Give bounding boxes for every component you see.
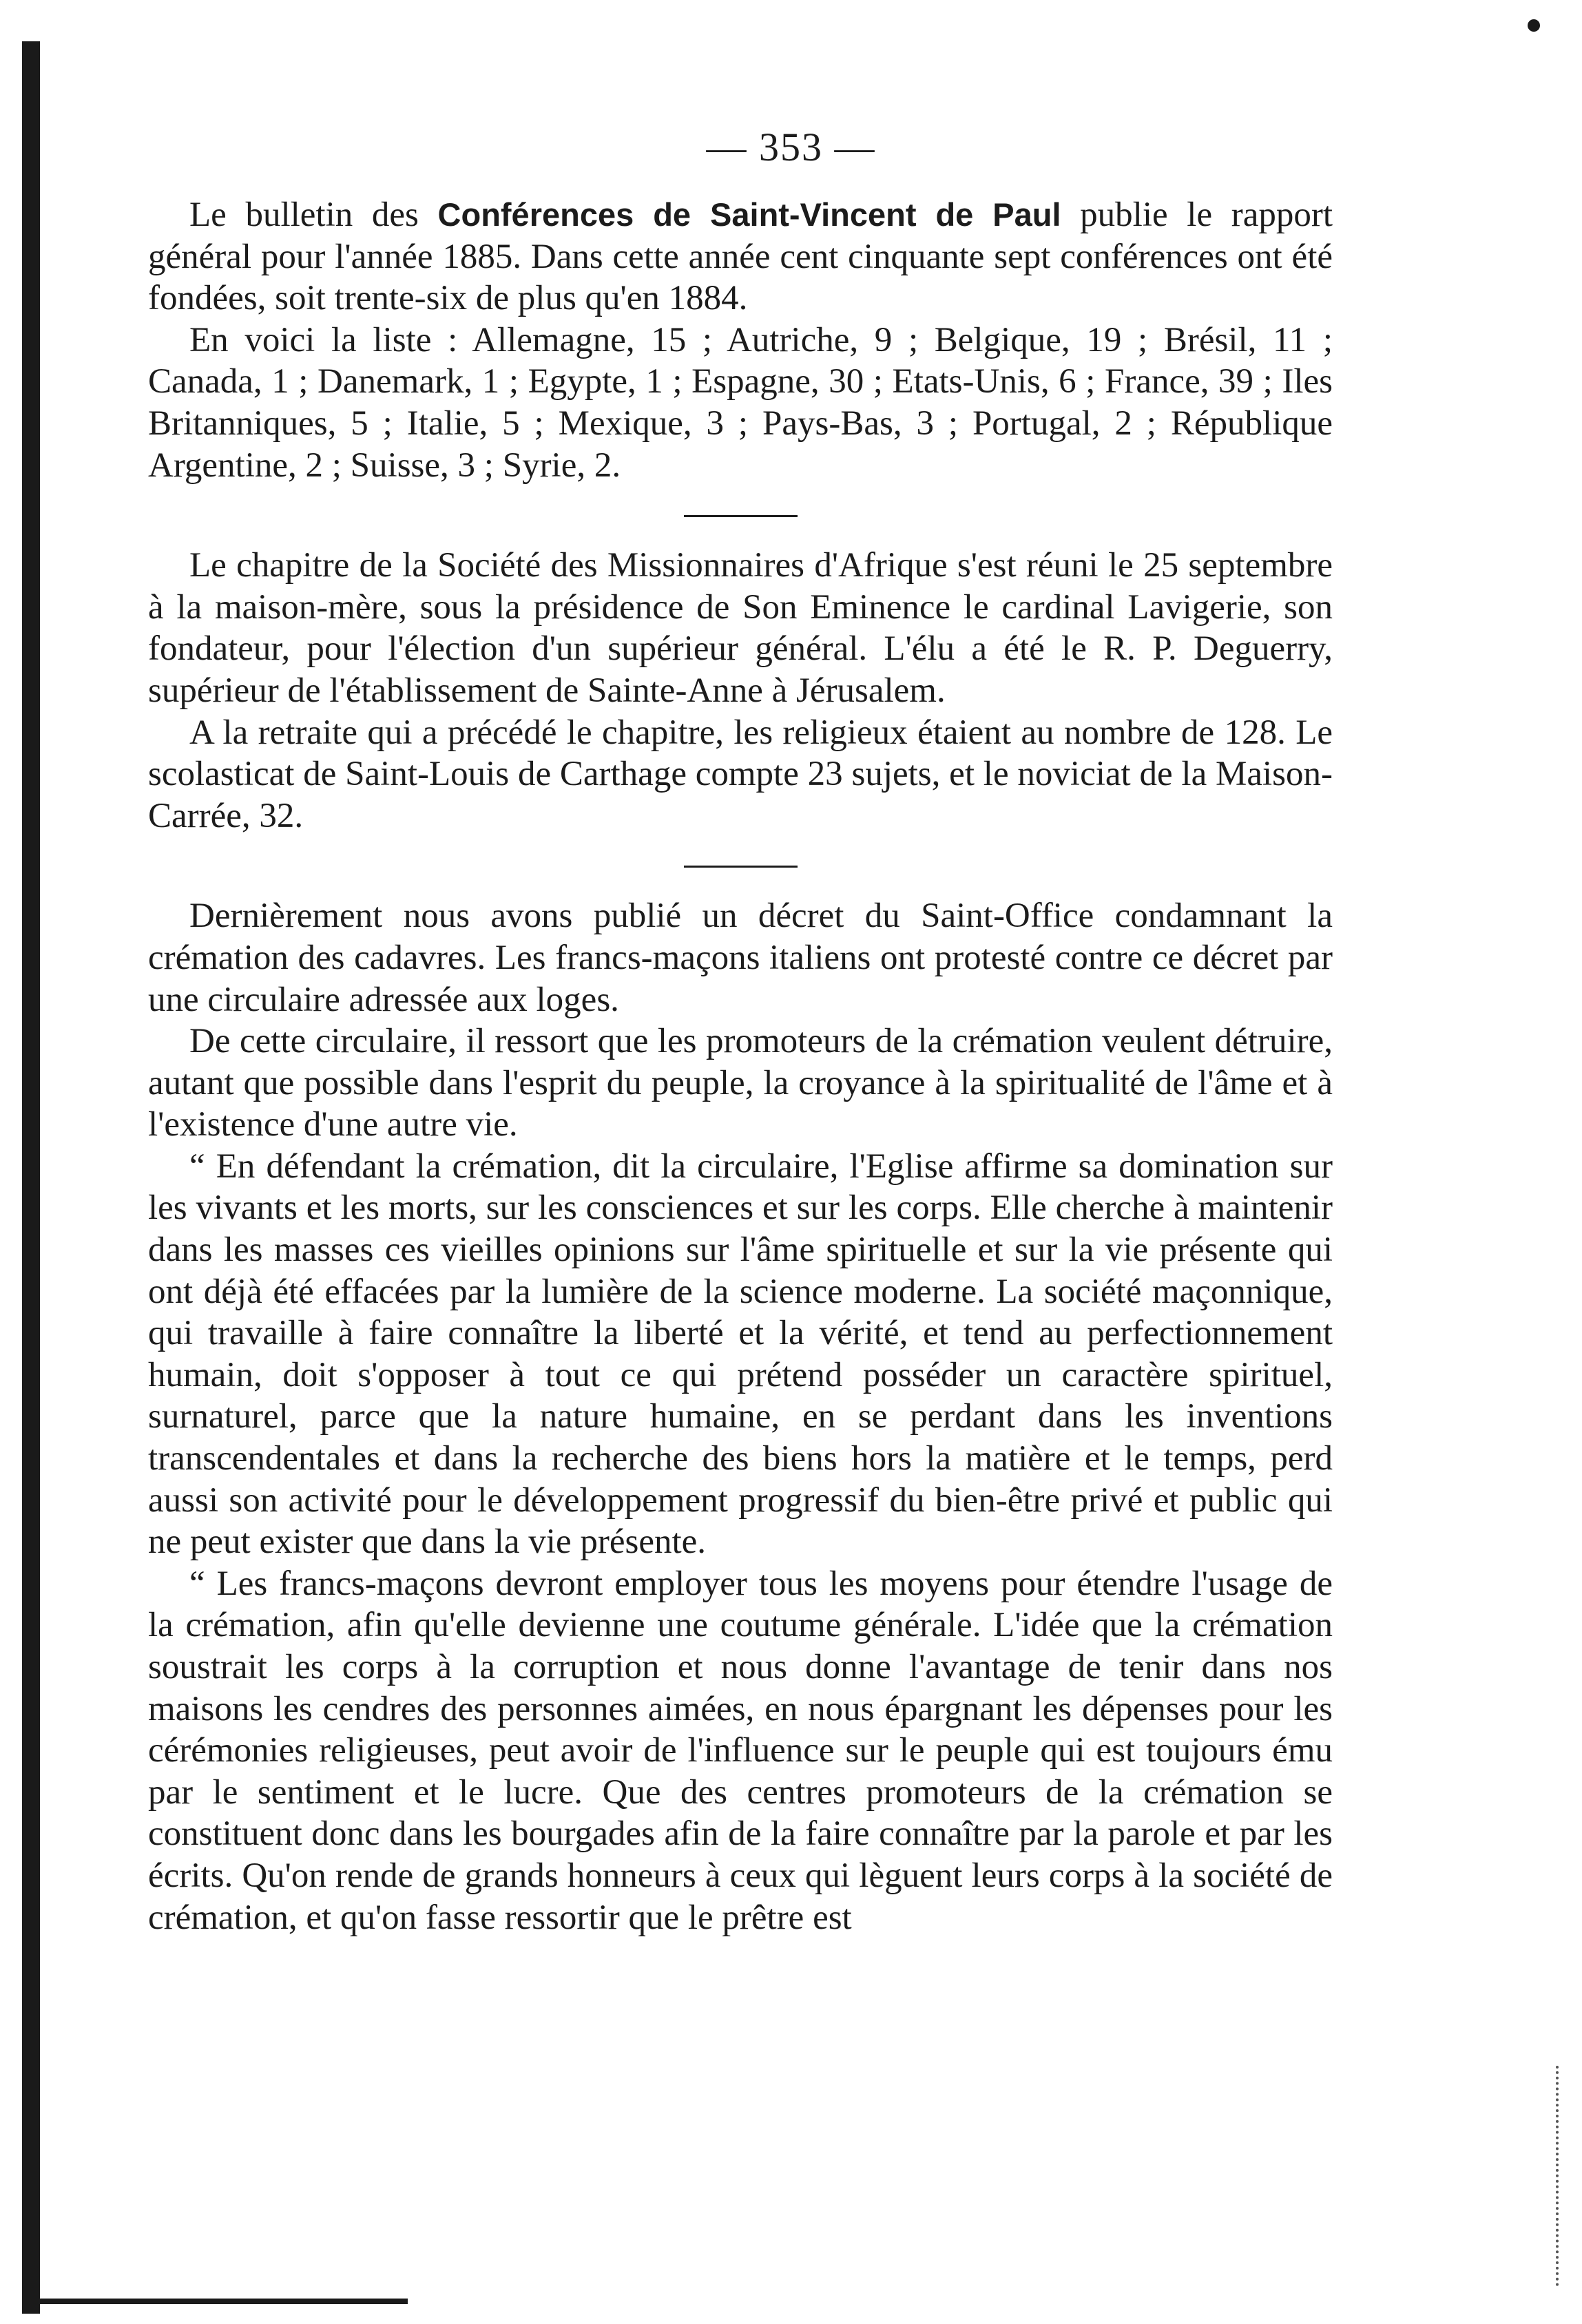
- section-separator: [684, 515, 798, 517]
- scan-bottom-shadow: [22, 2299, 408, 2304]
- society-name: Conférences de Saint-Vincent de Paul: [437, 196, 1061, 233]
- news-item-missionnaires: [148, 545, 1333, 837]
- paragraph: A la retraite qui a précédé le chapitre, les religieux étaient au nombre de 128. Le scolasticat de Saint-Louis de Carthage compte 23 sujets, et le noviciat de la Maison-Carrée, 32.: [148, 713, 1333, 835]
- article-column: [148, 194, 1333, 1938]
- scan-speck: [1528, 19, 1540, 32]
- paragraph: Le bulletin des Conférences de Saint-Vincent de Paul publie le rapport général pour l'année 1885. Dans cette année cent cinquante sept conférences ont été fondées, soit trente-six de plus qu'en 1884.: [148, 196, 1333, 318]
- paragraph: “ En défendant la crémation, dit la circulaire, l'Eglise affirme sa domination sur les vivants et les morts, sur les consciences et sur les corps. Elle cherche à maintenir dans les masses ces vieilles opinions sur l'âme spirituelle et sur la vie présente qui ont déjà été effacées par la lumière de la science moderne. La société maçonnique, qui travaille à faire connaître la liberté et la vérité, et tend au perfectionnement humain, doit s'opposer à tout ce qui prétend posséder un caractère spirituel, surnaturel, parce que la nature humaine, en se perdant dans les inventions transcendentales et dans la recherche des biens hors la matière et le temps, perd aussi son activité pour le développement progressif du bien-être privé et public qui ne peut exister que dans la vie présente.: [148, 1147, 1333, 1562]
- paragraph: Dernièrement nous avons publié un décret du Saint-Office condamnant la crémation des cadavres. Les francs-maçons italiens ont protesté contre ce décret par une circulaire adressée aux loges.: [148, 897, 1333, 1019]
- page-number: — 353 —: [706, 125, 876, 169]
- news-item-cremation: [148, 895, 1333, 1938]
- news-item-conferences: [148, 194, 1333, 486]
- paragraph: Le chapitre de la Société des Missionnaires d'Afrique s'est réuni le 25 septembre à la maison-mère, sous la présidence de Son Eminence le cardinal Lavigerie, son fondateur, pour l'élection d'un supérieur général. L'élu a été le R. P. Deguerry, supérieur de l'établissement de Sainte-Anne à Jérusalem.: [148, 546, 1333, 710]
- paragraph: En voici la liste : Allemagne, 15 ; Autriche, 9 ; Belgique, 19 ; Brésil, 11 ; Canada, 1 ; Danemark, 1 ; Egypte, 1 ; Espagne, 30 ; Etats-Unis, 6 ; France, 39 ; Iles Britanniques, 5 ; Italie, 5 ; Mexique, 3 ; Pays-Bas, 3 ; Portugal, 2 ; République Argentine, 2 ; Suisse, 3 ; Syrie, 2.: [148, 320, 1333, 485]
- scan-edge-shadow: [22, 41, 40, 2314]
- paragraph: De cette circulaire, il ressort que les promoteurs de la crémation veulent détruire, autant que possible dans l'esprit du peuple, la croyance à la spiritualité de l'âme et à l'existence d'une autre vie.: [148, 1022, 1333, 1144]
- scan-margin-specks: [1556, 2066, 1572, 2286]
- paragraph: “ Les francs-maçons devront employer tous les moyens pour étendre l'usage de la crémation, afin qu'elle devienne une coutume générale. L'idée que la crémation soustrait les corps à la corruption et nous donne l'avantage de tenir dans nos maisons les cendres des personnes aimées, en nous épargnant les dépenses pour les cérémonies religieuses, peut avoir de l'influence sur le peuple qui est toujours ému par le sentiment et le lucre. Que des centres promoteurs de la crémation se constituent donc dans les bourgades afin de la faire connaître par la parole et par les écrits. Qu'on rende de grands honneurs à ceux qui lèguent leurs corps à la société de crémation, et qu'on fasse ressortir que le prêtre est: [148, 1564, 1333, 1937]
- section-separator: [684, 866, 798, 868]
